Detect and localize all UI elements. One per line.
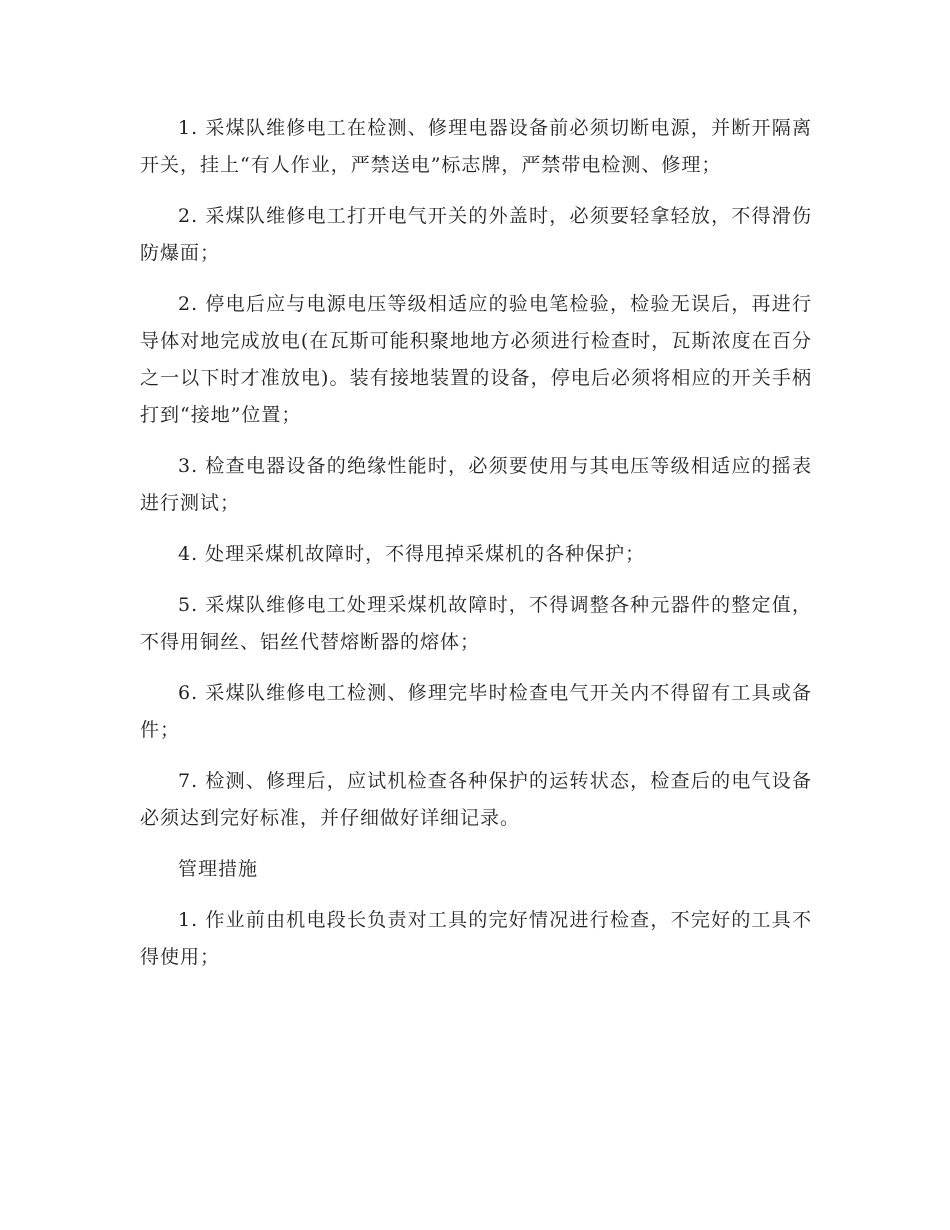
paragraph-1: 1. 采煤队维修电工在检测、修理电器设备前必须切断电源，并断开隔离开关，挂上“有人作业，严禁送电”标志牌，严禁带电检测、修理； <box>140 117 812 176</box>
document-page <box>140 110 812 990</box>
paragraph-7: 6. 采煤队维修电工检测、修理完毕时检查电气开关内不得留有工具或备件； <box>140 682 812 741</box>
paragraph-8: 7. 检测、修理后，应试机检查各种保护的运转状态，检查后的电气设备必须达到完好标准，并仔细做好详细记录。 <box>140 770 812 829</box>
section-heading: 管理措施 <box>178 858 259 880</box>
paragraph-5: 4. 处理采煤机故障时，不得甩掉采煤机的各种保护； <box>178 543 646 565</box>
paragraph-3: 2. 停电后应与电源电压等级相适应的验电笔检验，检验无误后，再进行导体对地完成放电(在瓦斯可能积聚地地方必须进行检查时，瓦斯浓度在百分之一以下时才准放电)。装有接地装置的设备，停电后必须将相应的开关手柄打到“接地”位置； <box>140 293 812 426</box>
paragraph-4: 3. 检查电器设备的绝缘性能时，必须要使用与其电压等级相适应的摇表进行测试； <box>140 455 812 514</box>
paragraph-2: 2. 采煤队维修电工打开电气开关的外盖时，必须要轻拿轻放，不得滑伤防爆面； <box>140 205 812 264</box>
paragraph-6: 5. 采煤队维修电工处理采煤机故障时，不得调整各种元器件的整定值，不得用铜丝、铝丝代替熔断器的熔体； <box>140 594 812 653</box>
paragraph-9: 1. 作业前由机电段长负责对工具的完好情况进行检查，不完好的工具不得使用； <box>140 909 812 968</box>
